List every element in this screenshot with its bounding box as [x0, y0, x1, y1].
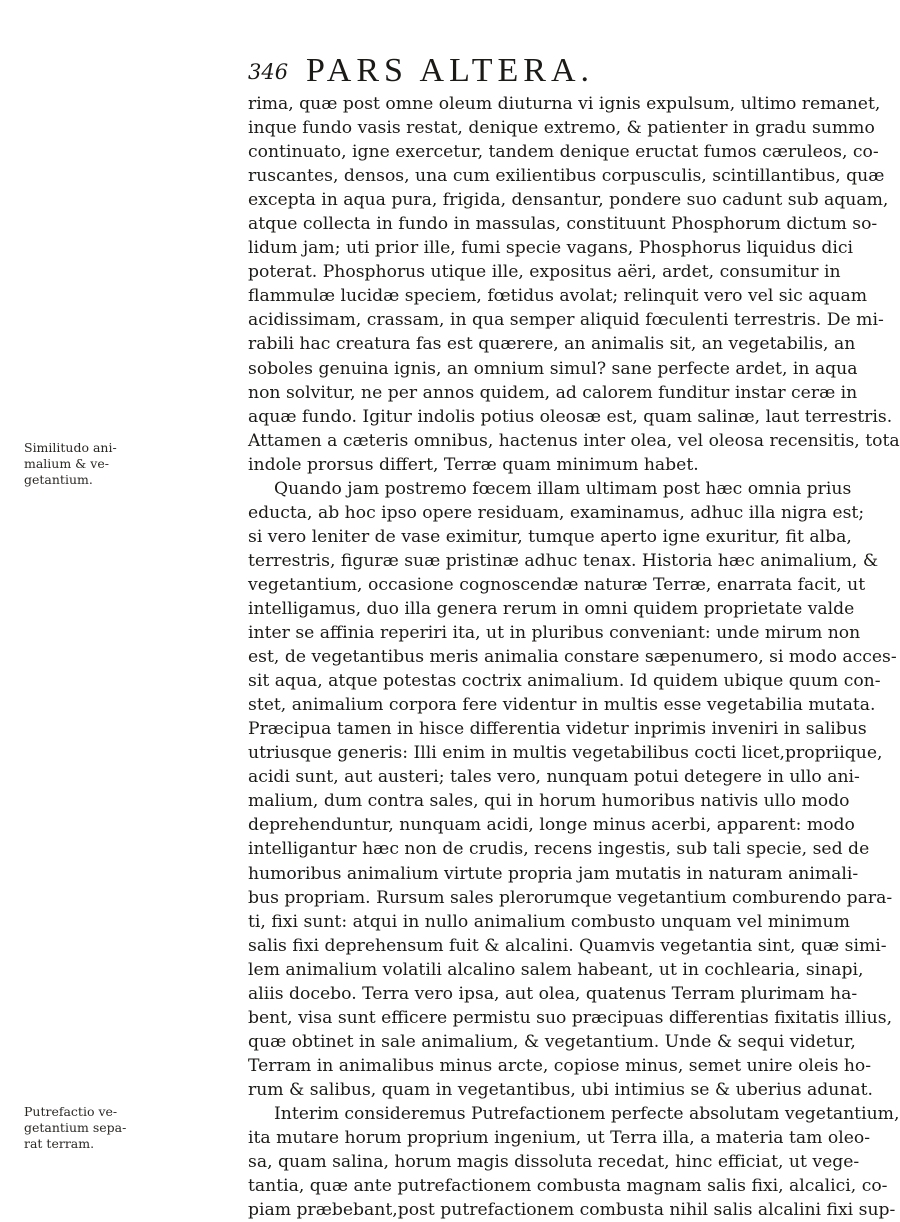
text-line: Attamen a cæteris omnibus, hactenus inter olea, vel oleosa recensitis, tota	[248, 430, 900, 451]
margin-note-line: getantium sepa-	[24, 1120, 127, 1135]
text-line: bent, visa sunt efficere permistu suo præcipuas differentias fixitatis illius,	[248, 1007, 893, 1028]
text-line: aquæ fundo. Igitur indolis potius oleosæ est, quam salinæ, laut terrestris.	[248, 406, 893, 427]
text-line: inter se affinia reperiri ita, ut in pluribus conveniant: unde mirum non	[248, 623, 861, 644]
text-line: bus propriam. Rursum sales plerorumque vegetantium comburendo para-	[248, 887, 893, 908]
text-line: flammulæ lucidæ speciem, fœtidus avolat; relinquit vero vel sic aquam	[248, 286, 868, 307]
text-line: si vero leniter de vase eximitur, tumque aperto igne exuritur, fit alba,	[248, 526, 852, 547]
text-line: vegetantium, occasione cognoscendæ naturæ Terræ, enarrata facit, ut	[248, 574, 866, 595]
text-line: acidissimam, crassam, in qua semper aliquid fœculenti terrestris. De mi-	[248, 310, 884, 331]
text-line: terrestris, figuræ suæ pristinæ adhuc tenax. Historia hæc animalium, &	[248, 550, 879, 571]
page-number: 346	[248, 60, 289, 84]
page-header	[248, 50, 768, 90]
text-line: utriusque generis: Illi enim in multis vegetabilibus cocti licet,propriique,	[248, 743, 883, 764]
margin-note-putrefactio	[24, 1104, 134, 1152]
margin-note-line: Putrefactio ve-	[24, 1104, 118, 1119]
text-line: Interim consideremus Putrefactionem perfecte absolutam vegetantium,	[274, 1103, 900, 1124]
text-line: stet, animalium corpora fere videntur in multis esse vegetabilia mutata.	[248, 695, 876, 716]
text-line: aliis docebo. Terra vero ipsa, aut olea, quatenus Terram plurimam ha-	[248, 983, 858, 1004]
text-line: poterat. Phosphorus utique ille, expositus aëri, ardet, consumitur in	[248, 262, 841, 283]
text-line: non solvitur, ne per annos quidem, ad calorem funditur instar ceræ in	[248, 382, 858, 403]
margin-note-line: getantium.	[24, 472, 93, 487]
text-line: est, de vegetantibus meris animalia constare sæpenumero, si modo acces-	[248, 647, 897, 668]
text-line: inque fundo vasis restat, denique extremo, & patienter in gradu summo	[248, 118, 875, 139]
text-line: rabili hac creatura fas est quærere, an animalis sit, an vegetabilis, an	[248, 334, 856, 355]
text-line: soboles genuina ignis, an omnium simul? sane perfecte ardet, in aqua	[248, 358, 858, 379]
text-line: sit aqua, atque potestas coctrix animalium. Id quidem ubique quum con-	[248, 671, 881, 692]
text-line: deprehenduntur, nunquam acidi, longe minus acerbi, apparent: modo	[248, 815, 855, 836]
text-line: excepta in aqua pura, frigida, densantur, pondere suo cadunt sub aquam,	[248, 190, 889, 211]
text-line: Præcipua tamen in hisce differentia videtur inprimis inveniri in salibus	[248, 719, 867, 740]
text-line: atque collecta in fundo in massulas, constituunt Phosphorum dictum so-	[248, 214, 878, 235]
margin-note-line: Similitudo ani-	[24, 440, 117, 455]
text-line: ita mutare horum proprium ingenium, ut Terra illa, a materia tam oleo-	[248, 1128, 871, 1149]
text-line: salis fixi deprehensum fuit & alcalini. Quamvis vegetantia sint, quæ simi-	[248, 935, 887, 956]
margin-note-similitudo	[24, 440, 134, 488]
text-line: indole prorsus differt, Terræ quam minimum habet.	[248, 454, 699, 475]
text-line: humoribus animalium virtute propria jam mutatis in naturam animali-	[248, 863, 859, 884]
text-line: acidi sunt, aut austeri; tales vero, nunquam potui detegere in ullo ani-	[248, 767, 860, 788]
text-line: intelligantur hæc non de crudis, recens ingestis, sub tali specie, sed de	[248, 839, 870, 860]
text-line: intelligamus, duo illa genera rerum in omni quidem proprietate valde	[248, 598, 855, 619]
text-line: sa, quam salina, horum magis dissoluta recedat, hinc efficiat, ut vege-	[248, 1152, 860, 1173]
text-line: malium, dum contra sales, qui in horum humoribus nativis ullo modo	[248, 791, 850, 812]
margin-note-line: malium & ve-	[24, 456, 109, 471]
text-line: continuato, igne exercetur, tandem denique eructat fumos cæruleos, co-	[248, 142, 879, 163]
running-title: PARS ALTERA.	[306, 52, 595, 89]
text-line: quæ obtinet in sale animalium, & vegetantium. Unde & sequi videtur,	[248, 1031, 856, 1052]
text-line: piam præbebant,post putrefactionem combusta nihil salis alcalini fixi sup-	[248, 1200, 896, 1221]
text-line: tantia, quæ ante putrefactionem combusta magnam salis fixi, alcalici, co-	[248, 1176, 888, 1197]
text-line: Terram in animalibus minus arcte, copiose minus, semet unire oleis ho-	[248, 1055, 872, 1076]
text-line: educta, ab hoc ipso opere residuam, examinamus, adhuc illa nigra est;	[248, 502, 865, 523]
text-line: lidum jam; uti prior ille, fumi specie vagans, Phosphorus liquidus dici	[248, 238, 854, 259]
text-line: lem animalium volatili alcalino salem habeant, ut in cochlearia, sinapi,	[248, 959, 864, 980]
main-text-block	[248, 92, 900, 1222]
margin-note-line: rat terram.	[24, 1136, 95, 1151]
text-line: ruscantes, densos, una cum exilientibus corpusculis, scintillantibus, quæ	[248, 166, 885, 187]
text-line: Quando jam postremo fœcem illam ultimam post hæc omnia prius	[274, 478, 852, 499]
text-line: rum & salibus, quam in vegetantibus, ubi intimius se & uberius adunat.	[248, 1079, 873, 1100]
text-line: rima, quæ post omne oleum diuturna vi ignis expulsum, ultimo remanet,	[248, 94, 881, 114]
text-line: ti, fixi sunt: atqui in nullo animalium combusto unquam vel minimum	[248, 911, 850, 932]
